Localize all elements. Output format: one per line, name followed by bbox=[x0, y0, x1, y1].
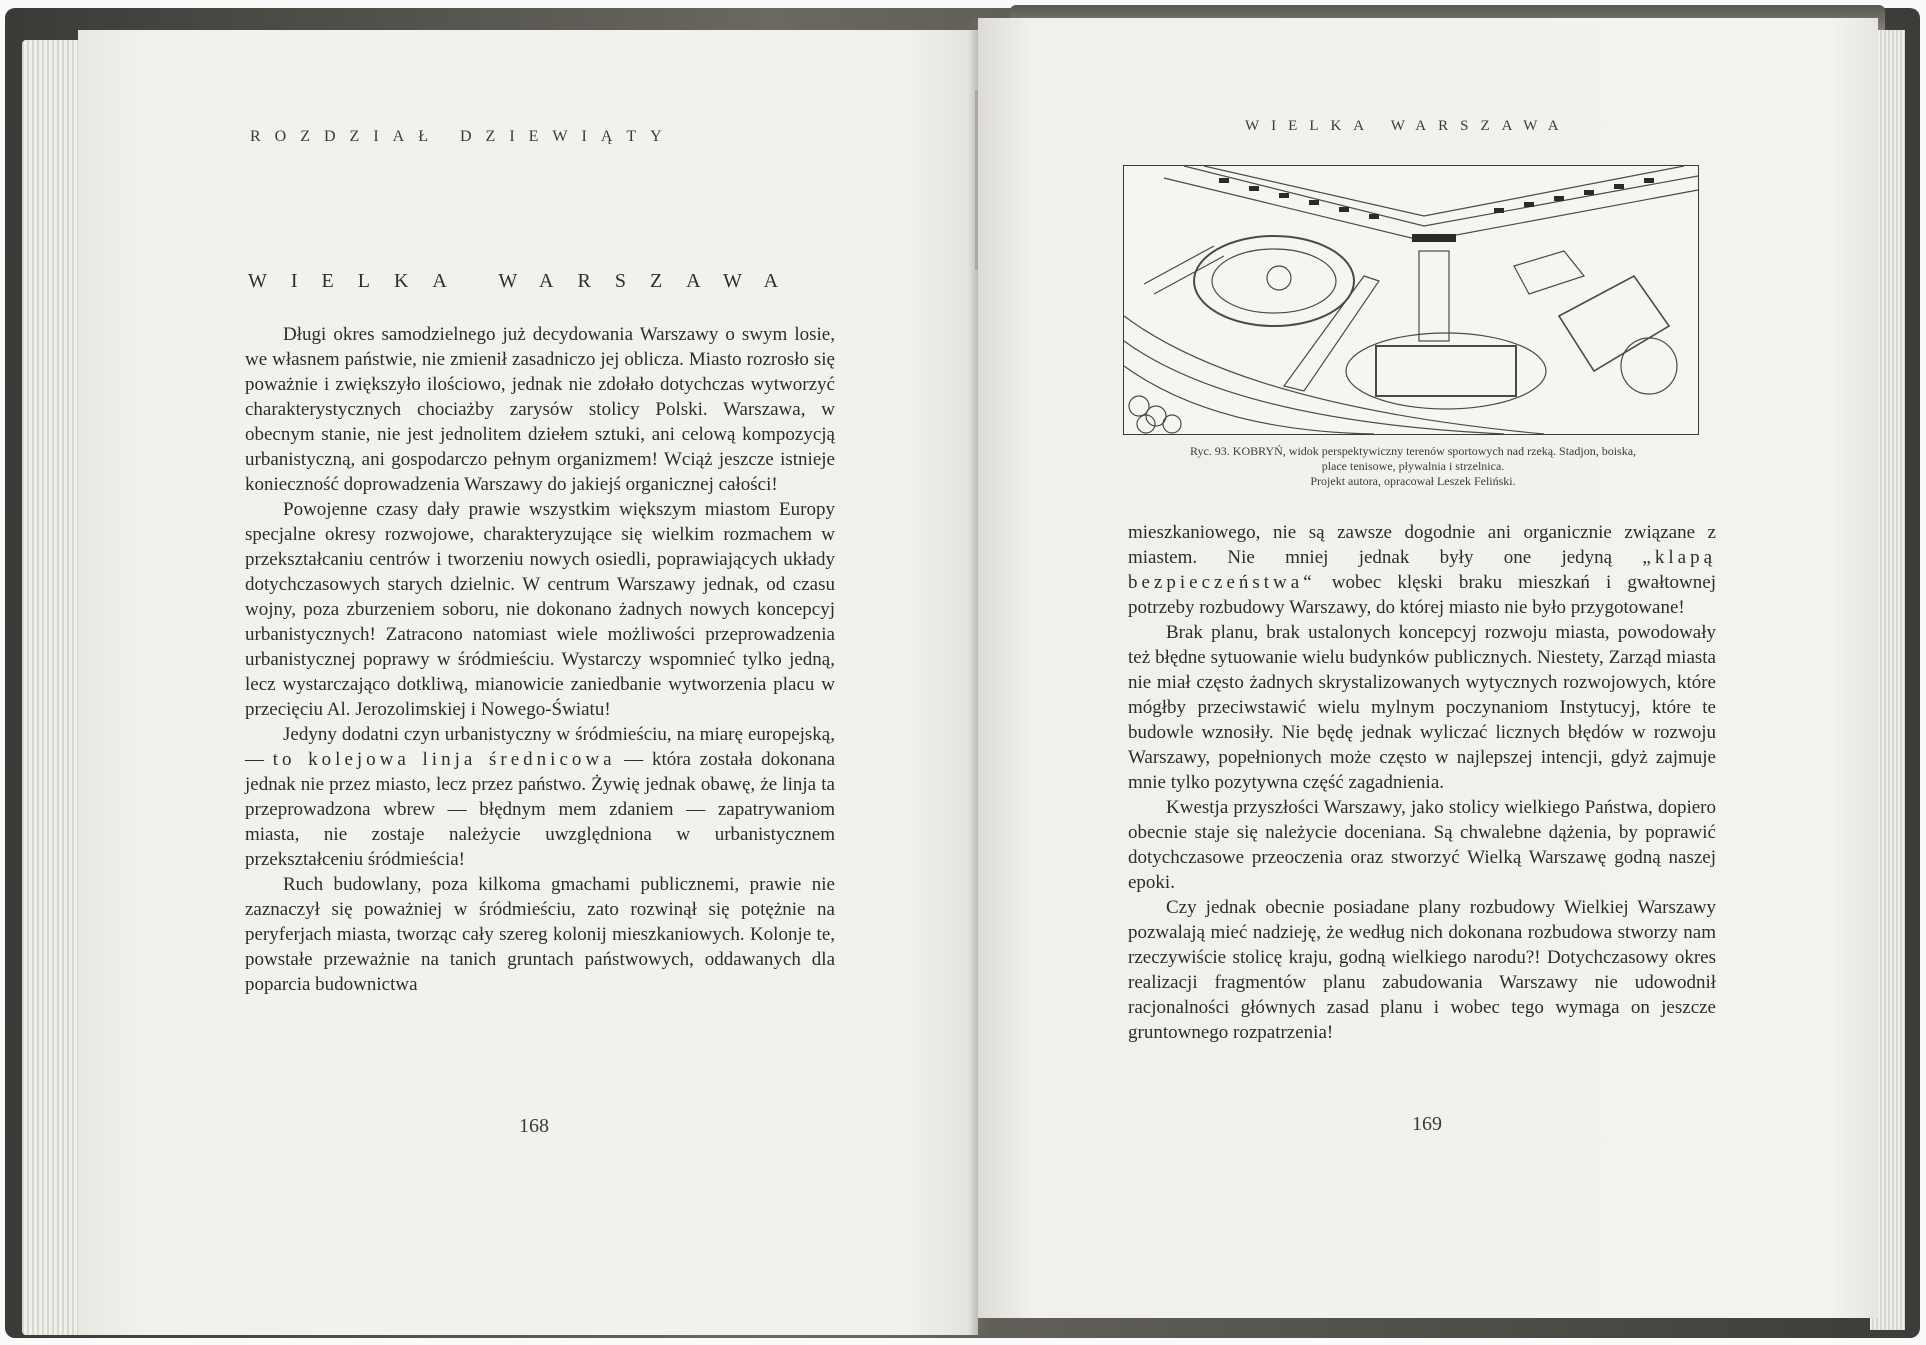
left-running-head: ROZDZIAŁ DZIEWIĄTY bbox=[250, 128, 676, 145]
text-span: wobec klęski braku mieszkań i gwałtownej potrzeby rozbudowy Warszawy, do której miasto nie było przygotowane! bbox=[1128, 572, 1716, 618]
paragraph: Ruch budowlany, poza kilkoma gmachami publicznemi, prawie nie zaznaczył się poważniej w śródmieściu, zato rozwinął się potężnie na peryferjach miasta, tworząc cały szereg kolonij mieszkaniowych. Kolonje te, powstałe przeważnie na tanich gruntach państwowych, oddawanych dla poparcia budownictwa bbox=[245, 874, 835, 995]
emphasized-text: to kolejowa linja średnicowa bbox=[272, 749, 616, 770]
paragraph: Długi okres samodzielnego już decydowania Warszawy o swym losie, we własnem państwie, nie zmienił zasadniczo jej oblicza. Miasto rozrosło się poważnie i zwiększyło ilościowo, jednak nie zdołało dotychczas wytworzyć charakterystycznych chociażby zarysów stolicy Polski. Warszawa, w obecnym stanie, nie jest jednolitem dziełem sztuki, ani celową kompozycją urbanistyczną, ani gospodarczo pełnym organizmem! Wciąż jeszcze istnieje konieczność doprowadzenia Warszawy do jakiejś organicznej całości! bbox=[245, 324, 835, 495]
caption-line: Projekt autora, opracował Leszek Feliński. bbox=[1310, 474, 1516, 488]
emphasized-text: „klapą bezpieczeństwa“ bbox=[1128, 547, 1716, 593]
caption-line: Ryc. 93. KOBRYŃ, widok perspektywiczny terenów sportowych nad rzeką. Stadjon, boiska, bbox=[1189, 444, 1637, 458]
text-span: Jedyny dodatni czyn urbanistyczny w śródmieściu, na miarę europejską, — bbox=[245, 724, 835, 770]
figure-caption bbox=[1120, 444, 1706, 489]
paragraph: Brak planu, brak ustalonych koncepcyj rozwoju miasta, powodowały też błędne sytuowanie wielu budynków publicznych. Niestety, Zarząd miasta nie miał często żadnych skrystalizowanych wytycznych rozwojowych, które mógłby przeciwstawić wielu mylnym poczynaniom Instytucyj, które te budowle wznosiły. Nie będę jednak wyliczać licznych błędów w rozwoju Warszawy, popełnionych może często w najlepszej intencji, gdyż zajmuje mnie tylko pozytywna część zagadnienia. bbox=[1128, 622, 1716, 793]
left-body-text bbox=[245, 322, 835, 997]
right-running-head: WIELKA WARSZAWA bbox=[1245, 118, 1571, 134]
right-body-text bbox=[1128, 520, 1716, 1045]
paragraph: Powojenne czasy dały prawie wszystkim większym miastom Europy specjalne okresy rozwojowe, charakteryzujące się wielkim rozmachem w przekształcaniu centrów i tworzeniu nowych osiedli, poprawiających układy dotychczasowych starych dzielnic. W centrum Warszawy jednak, od czasu wojny, poza zburzeniem soboru, nie dokonano żadnych nowych koncepcyj urbanistycznych! Zatracono natomiast wiele możliwości przeprowadzenia urbanistycznej poprawy w śródmieściu. Wystarczy wspomnieć tylko jedną, lecz wystarczająco dotkliwą, mianowicie zaniedbanie wytworzenia placu w przecięciu Al. Jerozolimskiej i Nowego-Światu! bbox=[245, 499, 835, 720]
text-span: mieszkaniowego, nie są zawsze dogodnie ani organicznie związane z miastem. Nie mniej jednak były one jedyną bbox=[1128, 522, 1716, 568]
sports-grounds-illustration bbox=[1123, 165, 1699, 435]
caption-line: place tenisowe, pływalnia i strzelnica. bbox=[1321, 459, 1505, 473]
chapter-title: WIELKA WARSZAWA bbox=[248, 270, 803, 292]
left-page-number: 168 bbox=[519, 1115, 549, 1137]
paragraph bbox=[1128, 520, 1716, 620]
paragraph: Czy jednak obecnie posiadane plany rozbudowy Wielkiej Warszawy pozwalają mieć nadzieję, że według nich dokonana rozbudowa stworzy nam rzeczywiście stolicę kraju, godną wielkiego narodu?! Dotychczasowy okres realizacji fragmentów planu zabudowania Warszawy nie udowodnił racjonalności głównych zasad planu i wobec tego wymaga on jeszcze gruntownego rozpatrzenia! bbox=[1128, 897, 1716, 1043]
paragraph: Kwestja przyszłości Warszawy, jako stolicy wielkiego Państwa, dopiero obecnie staje się należycie doceniana. Są chwalebne dążenia, by poprawić dotychczasowe przeoczenia oraz stworzyć Wielką Warszawę godną naszej epoki. bbox=[1128, 797, 1716, 893]
right-page-number: 169 bbox=[1412, 1113, 1442, 1135]
perspective-drawing bbox=[1124, 166, 1698, 434]
paragraph bbox=[245, 722, 835, 872]
text-span: — która została dokonana jednak nie przez miasto, lecz przez państwo. Żywię jednak obawę, że linja ta przeprowadzona wbrew — błędnym mem zdaniem — zapatrywaniom miasta, nie zostaje należycie uwzględniona w urbanistycznem przekształceniu śródmieścia! bbox=[245, 749, 835, 870]
